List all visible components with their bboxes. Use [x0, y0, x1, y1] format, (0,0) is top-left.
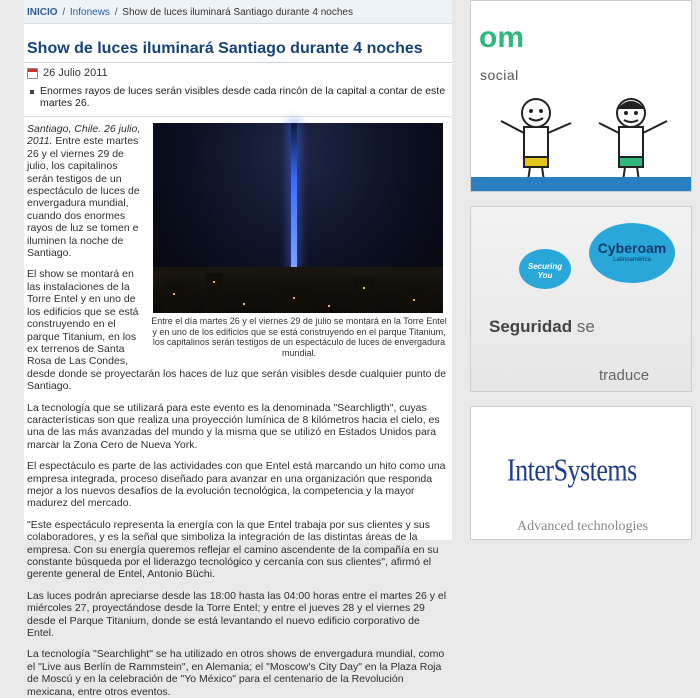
breadcrumb — [24, 0, 452, 24]
breadcrumb-home-link[interactable]: INICIO — [27, 7, 58, 18]
breadcrumb-separator: / — [114, 7, 118, 18]
bullet-icon — [30, 90, 34, 94]
summary-text: Enormes rayos de luces serán visibles desde cada rincón de la capital a contar de este martes 26. — [40, 85, 446, 109]
article-paragraph: La tecnología "Searchlight" se ha utilizado en otros shows de envergadura mundial, como el "Live aus Berlín de Rammstein", en Alemania; el "Moscow's City Day" en la Plaza Roja de Moscú y en la celebración de "Yo México" para el centenario de la Revolución mexicana, entre otros eventos. — [27, 648, 445, 698]
ad-banner-social[interactable] — [470, 0, 692, 192]
article-paragraph: "Este espectáculo representa la energía con la que Entel trabaja por sus clientes y sus colaboradores, y es la señal que simboliza la integración de las distintas áreas de la empresa. Con su energía queremos reflejar el camino ascendente de la compañía en su constante búsqueda por el liderazgo tecnológico y cercanía con sus clientes", afirmó el gerente general de Entel, Antonio Büchi. — [27, 518, 439, 581]
cartoon-figures-illustration — [491, 93, 681, 183]
ad-banner-cyberoam[interactable] — [470, 206, 692, 392]
ad-headline — [489, 317, 595, 337]
breadcrumb-section-link[interactable]: Infonews — [69, 7, 110, 18]
ad-banner-intersystems[interactable] — [470, 406, 692, 540]
article-summary — [30, 85, 452, 109]
article-date — [27, 67, 452, 79]
breadcrumb-separator: / — [62, 7, 66, 18]
article-paragraph: Las luces podrán apreciarse desde las 18:00 hasta las 04:00 horas entre el martes 26 y el miércoles 27, proyectándose desde la Torre Entel; y entre el jueves 28 y el viernes 29 desde el Parque Titanium, donde se está levantando el nuevo edificio corporativo de Entel. — [27, 589, 447, 640]
breadcrumb-current: Show de luces iluminará Santiago durante 4 noches — [122, 7, 353, 18]
article-body — [24, 123, 452, 698]
article-title: Show de luces iluminará Santiago durante 4 noches — [27, 40, 423, 57]
paragraph-text: Entre este martes 26 y el viernes 29 de julio, los capitalinos serán testigos de un espectáculo de luces de envergadura mundial, cuando dos enormes rayos de luz se tomen e iluminen la noche de Santiago. — [27, 135, 140, 260]
ad-brand-text: om — [479, 21, 524, 54]
light-beam — [291, 123, 297, 268]
article-paragraph: El espectáculo es parte de las actividades con que Entel está marcando un hito como una empresa integrada, proceso diseñado para avanzar en una organización que responda mejor a los nuevos desafíos de la evolución tecnológica, la competencia y la mayor madurez del mercado. — [27, 460, 446, 510]
intersystems-logo: InterSystems — [507, 453, 637, 488]
photo-caption: Entre el día martes 26 y el viernes 29 de julio se montará en la Torre Entel y en uno de los edificios que se está construyendo en el parque Titanium, los capitalinos serán testigos de un espectáculo de luces de envergadura mundial. — [151, 316, 447, 358]
ad-tagline: Advanced technologies — [517, 519, 649, 534]
city-skyline — [153, 267, 443, 313]
ad-headline-main: Seguridad — [489, 317, 573, 336]
ad-headline-tail: se — [576, 317, 595, 336]
article-photo — [153, 123, 443, 313]
ad-tagline: social — [480, 67, 519, 83]
calendar-icon — [27, 68, 38, 79]
title-divider — [24, 62, 452, 63]
dateline: Santiago, Chile. 26 julio, 2011. — [27, 123, 141, 148]
sidebar — [462, 0, 700, 540]
article-column — [24, 0, 452, 698]
article-date-text: 26 Julio 2011 — [43, 67, 108, 79]
summary-divider — [24, 116, 452, 117]
article-figure — [149, 123, 449, 358]
cyberoam-logo-sub: Latinoamérica — [613, 257, 651, 263]
article-paragraph: El show se montará en las instalaciones de la Torre Entel y en uno de los edificios que se está construyendo en el parque Titanium, en los ex terrenos de Santa Rosa de Las Condes, desde donde se proyectarán los haces de luz que serán visibles desde cualquier punto de Santiago. — [27, 268, 447, 393]
cyberoam-logo: Cyberoam — [597, 240, 667, 256]
ad-subheadline: traduce — [599, 367, 650, 384]
article-paragraph: La tecnología que se utilizará para este evento es la denominada "Searchligth", cuyas características son que realiza una proyección lumínica de 8 kilómetros hacia el cielo, es una de las más avanzadas del mundo y la misma que se utilizó en Estados Unidos para marcar la Zona Cero de Nueva York. — [27, 401, 440, 451]
ad-footer-bar — [471, 177, 691, 191]
cloud-small-text: Securing You — [527, 262, 563, 280]
